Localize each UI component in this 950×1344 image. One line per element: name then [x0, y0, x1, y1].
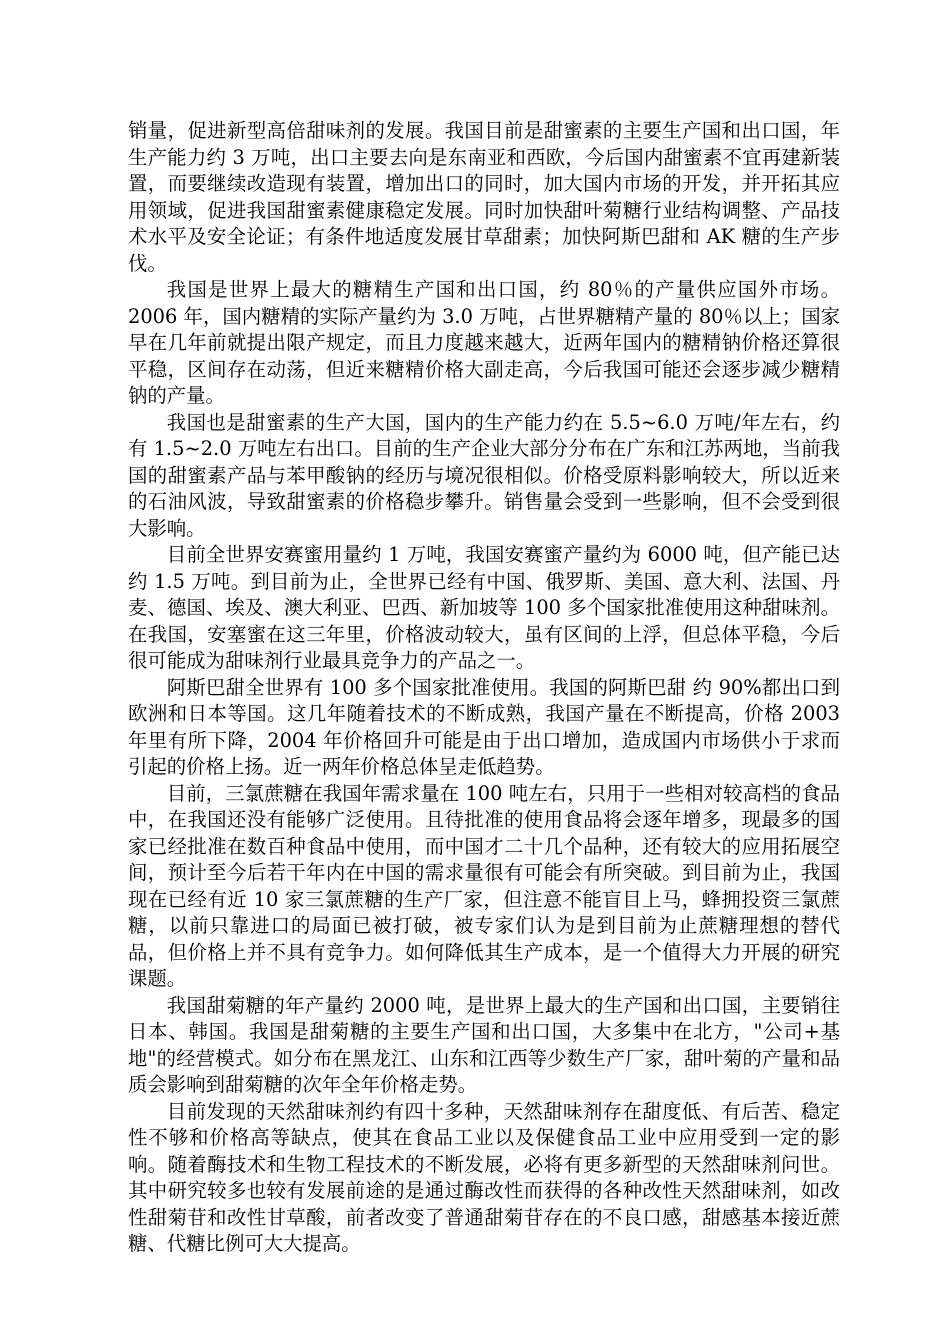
paragraph-sweetener-development: 销量，促进新型高倍甜味剂的发展。我国目前是甜蜜素的主要生产国和出口国，年生产能力约 3 万吨，出口主要去向是东南亚和西欧，今后国内甜蜜素不宜再建新装置，而要继续改造现有装置，增加出口的同时，加大国内市场的开发，并开拓其应用领域，促进我国甜蜜素健康稳定发展。同时加快甜叶菊糖行业结构调整、产品技术水平及安全论证；有条件地适度发展甘草甜素；加快阿斯巴甜和 AK 糖的生产步伐。 — [128, 119, 840, 275]
paragraph-aspartame: 阿斯巴甜全世界有 100 多个国家批准使用。我国的阿斯巴甜 约 90%都出口到欧洲和日本等国。这几年随着技术的不断成熟，我国产量在不断提高，价格 2003 年里有所下降，2004 年价格回升可能是由于出口增加，造成国内市场供小于求而引起的价格上扬。近一两年价格总体呈走低趋势。 — [128, 675, 840, 778]
paragraph-cyclamate: 我国也是甜蜜素的生产大国，国内的生产能力约在 5.5~6.0 万吨/年左右，约有 1.5~2.0 万吨左右出口。目前的生产企业大部分分布在广东和江苏两地，当前我国的甜蜜素产品与苯甲酸钠的经历与境况很相似。价格受原料影响较大，所以近来的石油风波，导致甜蜜素的价格稳步攀升。销售量会受到一些影响，但不会受到很大影响。 — [128, 410, 840, 540]
paragraph-acesulfame: 目前全世界安赛蜜用量约 1 万吨，我国安赛蜜产量约为 6000 吨，但产能已达约 1.5 万吨。到目前为止，全世界已经有中国、俄罗斯、美国、意大利、法国、丹麦、德国、埃及、澳大利亚、巴西、新加坡等 100 多个国家批准使用这种甜味剂。在我国，安塞蜜在这三年里，价格波动较大，虽有区间的上浮，但总体平稳，今后很可能成为甜味剂行业最具竞争力的产品之一。 — [128, 543, 840, 672]
paragraph-saccharin: 我国是世界上最大的糖精生产国和出口国，约 80％的产量供应国外市场。2006 年，国内糖精的实际产量约为 3.0 万吨，占世界糖精产量的 80％以上；国家早在几年前就提出限产规定，而且力度越来越大，近两年国内的糖精钠价格还算很平稳，区间存在动荡，但近来糖精价格大副走高，今后我国可能还会逐步减少糖精钠的产量。 — [128, 278, 840, 407]
document-page — [128, 118, 840, 1258]
paragraph-sucralose: 目前，三氯蔗糖在我国年需求量在 100 吨左右，只用于一些相对较高档的食品中，在我国还没有能够广泛使用。且待批准的使用食品将会逐年增多，现最多的国家已经批准在数百种食品中使用，而中国才二十几个品种，还有较大的应用拓展空间，预计至今后若干年内在中国的需求量很有可能会有所突破。到目前为止，我国现在已经有近 10 家三氯蔗糖的生产厂家，但注意不能盲目上马，蜂拥投资三氯蔗糖，以前只靠进口的局面已被打破，被专家们认为是到目前为止蔗糖理想的替代品，但价格上并不具有竞争力。如何降低其生产成本，是一个值得大力开展的研究课题。 — [128, 781, 840, 990]
paragraph-stevioside: 我国甜菊糖的年产量约 2000 吨，是世界上最大的生产国和出口国，主要销往日本、韩国。我国是甜菊糖的主要生产国和出口国，大多集中在北方，"公司+基地"的经营模式。如分布在黑龙江、山东和江西等少数生产厂家，甜叶菊的产量和品质会影响到甜菊糖的次年全年价格走势。 — [128, 993, 840, 1096]
paragraph-natural-sweeteners: 目前发现的天然甜味剂约有四十多种，天然甜味剂存在甜度低、有后苦、稳定性不够和价格高等缺点，使其在食品工业以及保健食品工业中应用受到一定的影响。随着酶技术和生物工程技术的不断发展，必将有更多新型的天然甜味剂问世。其中研究较多也较有发展前途的是通过酶改性而获得的各种改性天然甜味剂，如改性甜菊苷和改性甘草酸，前者改变了普通甜菊苷存在的不良口感，甜感基本接近蔗糖、代糖比例可大大提高。 — [128, 1099, 840, 1255]
